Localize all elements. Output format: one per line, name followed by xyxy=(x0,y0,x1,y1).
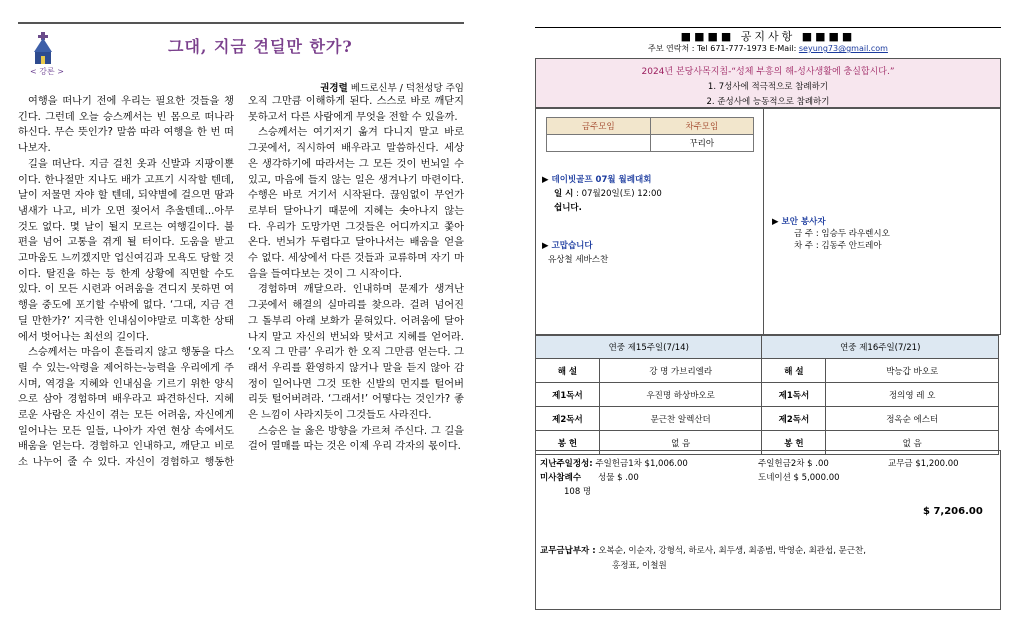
author-line xyxy=(320,80,464,94)
role-label: 제2독서 xyxy=(536,407,600,431)
essay-paragraph: 길을 떠난다. 지금 걸친 옷과 신발과 지팡이뿐이다. 한나절만 지나도 배가 고프기 시작할 텐데, 날이 저물면 자야 할 텐데, 되약볕에 걸으면 땀과 냄새가 나고, 비가 오면 젖어서 추울텐데...아무 것도 없다. 몇 날이 될지 모르는 여행길이다. 불편을 넘어 고통을 겪게 될 터이다. 도움을 받고 고마움도 느끼겠지만 업신여김과 모욕도 당할 것이다. 탈진을 하는 등 한계 상황에 직면할 수도 있다. 이 모든 시련과 어려움을 견디지 못하면 여행을 중도에 포기할 수밖에 없다. ‘그대, 지금 견딜 만한가?’ 지극한 인내심이야말로 미혹한 상태에서 벗어나는 최선의 길이다. xyxy=(18,158,234,343)
meetings-next-week-header: 차주모임 xyxy=(650,118,754,135)
triangle-bullet-icon: ▶ xyxy=(542,241,549,251)
author-name: 권경렬 xyxy=(320,83,348,94)
notice-title: ■■■■ 공지사항 ■■■■ xyxy=(680,30,856,43)
pastoral-item: 2. 준성사에 능동적으로 참례하기 xyxy=(706,97,830,107)
week1-person: 강 명 가브리엘라 xyxy=(599,359,762,383)
week1-person: 없 음 xyxy=(599,431,762,455)
role-label: 봉 헌 xyxy=(536,431,600,455)
table-row xyxy=(536,407,999,431)
pastoral-item: 1. 7성사에 적극적으로 참례하기 xyxy=(707,82,829,92)
notice-page xyxy=(535,22,1001,602)
week2-person: 정의영 레 오 xyxy=(826,383,999,407)
top-divider xyxy=(18,22,464,24)
payers-line: 오복순, 이순자, 강형석, 하로사, 최두생, 최종범, 박영순, 최관섭, 문근찬, xyxy=(598,546,866,556)
week2-header: 연중 제16주일(7/21) xyxy=(762,336,999,359)
security-title: 보안 봉사자 xyxy=(781,217,826,227)
pastoral-guideline-box xyxy=(535,58,1001,108)
golf-note: 쉽니다. xyxy=(554,203,582,213)
week2-person: 박능갑 바오로 xyxy=(826,359,999,383)
essay-paragraph: 경험하며 깨달으라. 인내하며 문제가 생겨난 그곳에서 해결의 실마리를 찾으라. 걸려 넘어진 그 돌부리 아래 보화가 묻혀있다. 어려움에 달아나지 말고 자신의 번뇌와 맞서고 지혜를 얻어라. ‘오직 그 만큼’ 우리가 한 오직 그만큼 얻는다. 그래서 우리를 환영하지 않거나 말을 듣지 않아 감정이 일어나면 그것 또한 신발의 먼지를 털어버리듯 털어버려라. ‘그래서!’ 어떻다는 것인가? 좋은 느낌이 사라지듯이 그것들도 사라진다. xyxy=(248,284,464,422)
homily-page xyxy=(18,14,464,614)
thanks-notice xyxy=(542,239,608,265)
essay-title: 그대, 지금 견딜만 한가? xyxy=(168,37,353,56)
mission-fee: 교무금 $1,200.00 xyxy=(888,459,959,469)
meetings-this-week-header: 금주모임 xyxy=(547,118,651,135)
role-label: 해 설 xyxy=(762,359,826,383)
role-label: 제2독서 xyxy=(762,407,826,431)
week1-header: 연중 제15주일(7/14) xyxy=(536,336,762,359)
announcements-grid xyxy=(535,108,1001,335)
essay-paragraph: 스승께서는 마음이 흔들리지 않고 행동을 다스릴 수 있는-악령을 제어하는-능력을 우리에게 주시며, 역경을 지혜와 인내심을 기르기 위한 양식으로 삼아 경험하며 배우라고 파견하신다. 지혜로운 사람은 자신이 겪는 모든 어려움, 자신에게 일어나는 모든 일들, 나아가 자연 현상 속에서도 배움을 얻는다. 경험하고 인내하고, 깨닫고 비로소 나누어 줄 수 있다. 자신이 경험하고 행동한 오직 그만큼 이해하게 된다. 스스로 바로 깨닫지 못하고서 다른 사람에게 무엇을 전할 수 있을까. xyxy=(18,96,464,469)
thanks-title: 고맙습니다 xyxy=(551,241,593,251)
email-link[interactable]: seyung73@gmail.com xyxy=(798,44,888,53)
last-week-label: 지난주일정성: xyxy=(540,459,593,469)
week2-person: 정옥순 에스터 xyxy=(826,407,999,431)
church-logo-icon xyxy=(32,32,54,66)
triangle-bullet-icon: ▶ xyxy=(542,175,549,185)
contact-info: 주보 연락처 : Tel 671-777-1973 E-Mail: xyxy=(648,44,797,53)
payers-line: 홍정표, 이철원 xyxy=(612,561,667,571)
golf-date-value: : 07월20일(토) 12:00 xyxy=(576,189,662,199)
essay-paragraph: 여행을 떠나기 전에 우리는 필요한 것들을 챙긴다. 그런데 오늘 승스께서는 빈 몸으로 떠나라 하신다. 무슨 뜻인가? 말씀 따라 여행을 한 번 떠나보자. xyxy=(18,96,234,155)
attendance-value: 108 명 xyxy=(564,487,592,497)
golf-date-label: 일 시 xyxy=(554,189,574,199)
essay-paragraph: 스승께서는 여기저기 옮겨 다니지 말고 바로 그곳에서, 직시하여 배우라고 말씀하신다. 세상은 생각하기에 따라서는 그 모든 것이 번뇌일 수 있고, 마음에 들지 않는 일은 생겨나기 마련이다. 수행은 바로 거기서 시작된다. 끊임없이 무언가로부터 달아나기 때문에 지혜는 솟아나지 않는다. 우리가 도망가면 그것들은 어디까지고 쫓아온다. 번뇌가 두렵다고 달아나서는 배움을 얻을 수 없다. 세상에서 다른 것들과 교류하며 자기 마음을 들여다보는 것이 그 시작이다. xyxy=(248,127,464,280)
collection-1: 주일헌금1차 $1,006.00 xyxy=(595,459,688,469)
essay-body xyxy=(18,94,464,612)
author-role: 베드로신부 / 덕천성당 주임 xyxy=(350,83,464,94)
feast-offering: 성물 $ .00 xyxy=(598,473,639,483)
contact-line xyxy=(535,43,1001,54)
golf-notice xyxy=(542,173,662,213)
week2-person: 없 음 xyxy=(826,431,999,455)
table-row xyxy=(536,359,999,383)
collection-2: 주일헌금2차 $ .00 xyxy=(758,459,829,469)
security-volunteers xyxy=(772,215,890,251)
meetings-this-week-value xyxy=(547,135,651,152)
total-amount: $ 7,206.00 xyxy=(923,506,983,517)
security-this-week-value: : 임승두 라우렌시오 xyxy=(815,229,890,239)
role-label: 봉 헌 xyxy=(762,431,826,455)
logo-caption: < 강론 > xyxy=(30,67,64,76)
grid-divider xyxy=(763,109,764,334)
triangle-bullet-icon: ▶ xyxy=(772,217,779,227)
week1-person: 우진명 하상바오로 xyxy=(599,383,762,407)
week1-person: 문근찬 알렉산더 xyxy=(599,407,762,431)
meetings-next-week-value: 꾸리아 xyxy=(650,135,754,152)
liturgy-schedule-table xyxy=(535,335,999,455)
attendance-label: 미사참례수 xyxy=(540,473,582,483)
security-next-week-value: : 김동주 안드레아 xyxy=(815,241,882,251)
role-label: 제1독서 xyxy=(762,383,826,407)
offering-box xyxy=(535,450,1001,610)
security-next-week-label: 차 주 xyxy=(794,241,814,251)
essay-paragraph: 스승은 늘 옳은 방향을 가르쳐 주신다. 그 길을 걸어 열매를 따는 것은 이제 우리 각자의 몫이다. xyxy=(248,425,464,453)
payers-label: 교무금납부자 : xyxy=(540,546,596,556)
security-this-week-label: 금 주 xyxy=(794,229,814,239)
pastoral-title: 2024년 본당사목지침-“성체 부흥의 해-성사생활에 충실합시다.” xyxy=(641,67,895,77)
meetings-table xyxy=(546,117,754,152)
thanks-name: 유상철 세바스찬 xyxy=(548,255,609,265)
role-label: 해 설 xyxy=(536,359,600,383)
table-row xyxy=(536,383,999,407)
golf-title: 데이빗골프 07월 월례대회 xyxy=(551,175,652,185)
role-label: 제1독서 xyxy=(536,383,600,407)
donation: 도네이션 $ 5,000.00 xyxy=(758,473,840,483)
